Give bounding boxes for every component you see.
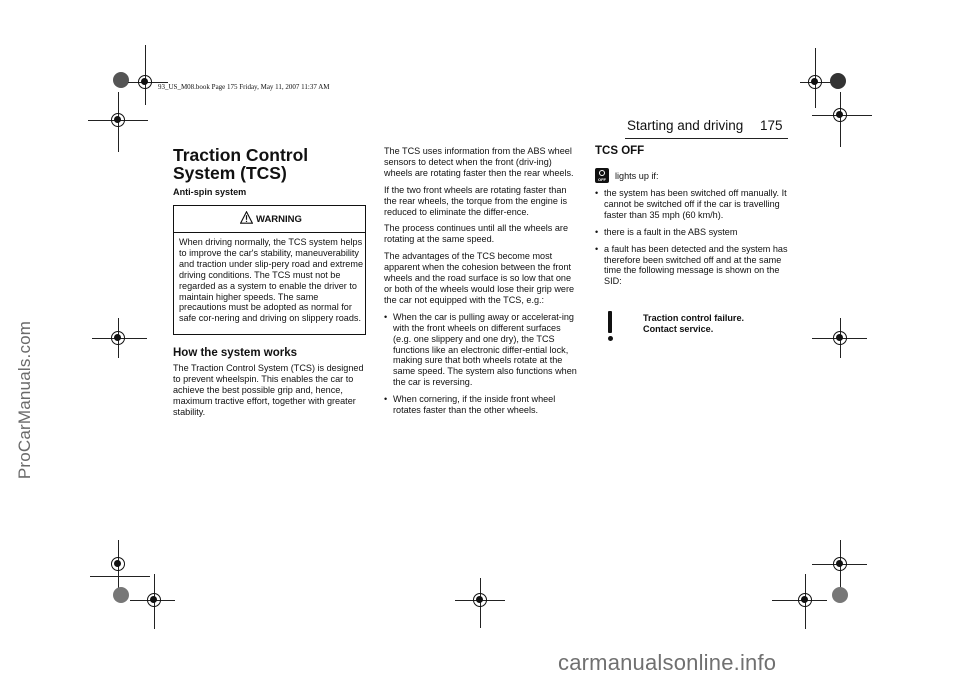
paragraph: The TCS uses information from the ABS wheel sensors to detect when the front (driv-ing) wheels are rotating faster then the rear wheels.: [384, 146, 574, 178]
conditions-list: [595, 188, 788, 287]
paragraph: If the two front wheels are rotating faster than the rear wheels, the torque from the engine is reduced to eliminate the differ-ence.: [384, 184, 567, 217]
sid-message-line-2: Contact service.: [643, 323, 714, 334]
exclamation-icon: [606, 311, 614, 343]
column-2: [384, 146, 578, 422]
warning-header: [174, 206, 365, 233]
list-item: • there is a fault in the ABS system: [595, 227, 788, 238]
tcs-off-icon: [595, 168, 609, 183]
print-slug: 93_US_M08.book Page 175 Friday, May 11, 2007 11:37 AM: [158, 83, 330, 91]
header-rule: [625, 138, 788, 139]
paragraph: The process continues until all the wheels are rotating at the same speed.: [384, 223, 568, 245]
list-item: • When cornering, if the inside front wheel rotates faster than the other wheels.: [384, 394, 578, 416]
list-item: • a fault has been detected and the system has therefore been switched off and at the same time the following message is shown on the SID:: [595, 244, 788, 288]
heading-line-2: System (TCS): [173, 163, 287, 183]
warning-box: [173, 205, 366, 335]
section-heading: How the system works: [173, 347, 297, 359]
column-1: [173, 146, 373, 198]
paragraph: The advantages of the TCS become most apparent when the cohesion between the front wheels and the road surface is so low that one or both of the wheels would lose their grip were the car not equipped with the TCS, e.g.:: [384, 251, 575, 305]
column-3: [595, 146, 788, 161]
warning-triangle-icon: [240, 211, 253, 224]
page-heading: [173, 146, 373, 182]
sid-message: [643, 313, 788, 335]
tcs-lead-text: lights up if:: [615, 171, 659, 181]
heading-line-1: Traction Control: [173, 145, 309, 165]
section-title: Starting and driving: [627, 118, 744, 133]
warning-label: WARNING: [256, 214, 302, 225]
list-item: • the system has been switched off manually. It cannot be switched off if the car is travelling faster than 35 mph (60 km/h).: [595, 188, 788, 221]
how-it-works-section: [173, 348, 369, 423]
advantages-list: [384, 312, 578, 416]
footer-watermark: carmanualsonline.info: [558, 650, 777, 675]
tcs-off-heading: TCS OFF: [595, 145, 645, 157]
side-watermark: ProCarManuals.com: [15, 320, 34, 480]
warning-text: When driving normally, the TCS system helps to improve the car's stability, maneuverability and traction under slip-pery road and extreme driving conditions. The TCS must not be regarded as a system to enable the driver to maintain higher speeds. The same precautions must be adopted as normal for safe cor-nering and driving on slippery roads.: [179, 237, 363, 324]
section-paragraph: The Traction Control System (TCS) is designed to prevent wheelspin. This enables the car to achieve the best possible grip and, hence, maximum tractive effort, together with greater stability.: [173, 362, 364, 417]
tcs-conditions: [595, 188, 788, 293]
list-item: • When the car is pulling away or accelerat-ing with the front wheels on different surfaces (e.g. one slippery and one dry), the TCS functions like an electronic differ-ential lock, making sure that both wheels rotate at the same speed. The system also functions when the car is reversing.: [384, 312, 578, 388]
subheading: Anti-spin system: [173, 187, 247, 197]
sid-message-line-1: Traction control failure.: [643, 313, 745, 323]
tcs-off-icon-label: OFF: [598, 177, 606, 182]
page-number: 175: [760, 118, 783, 133]
